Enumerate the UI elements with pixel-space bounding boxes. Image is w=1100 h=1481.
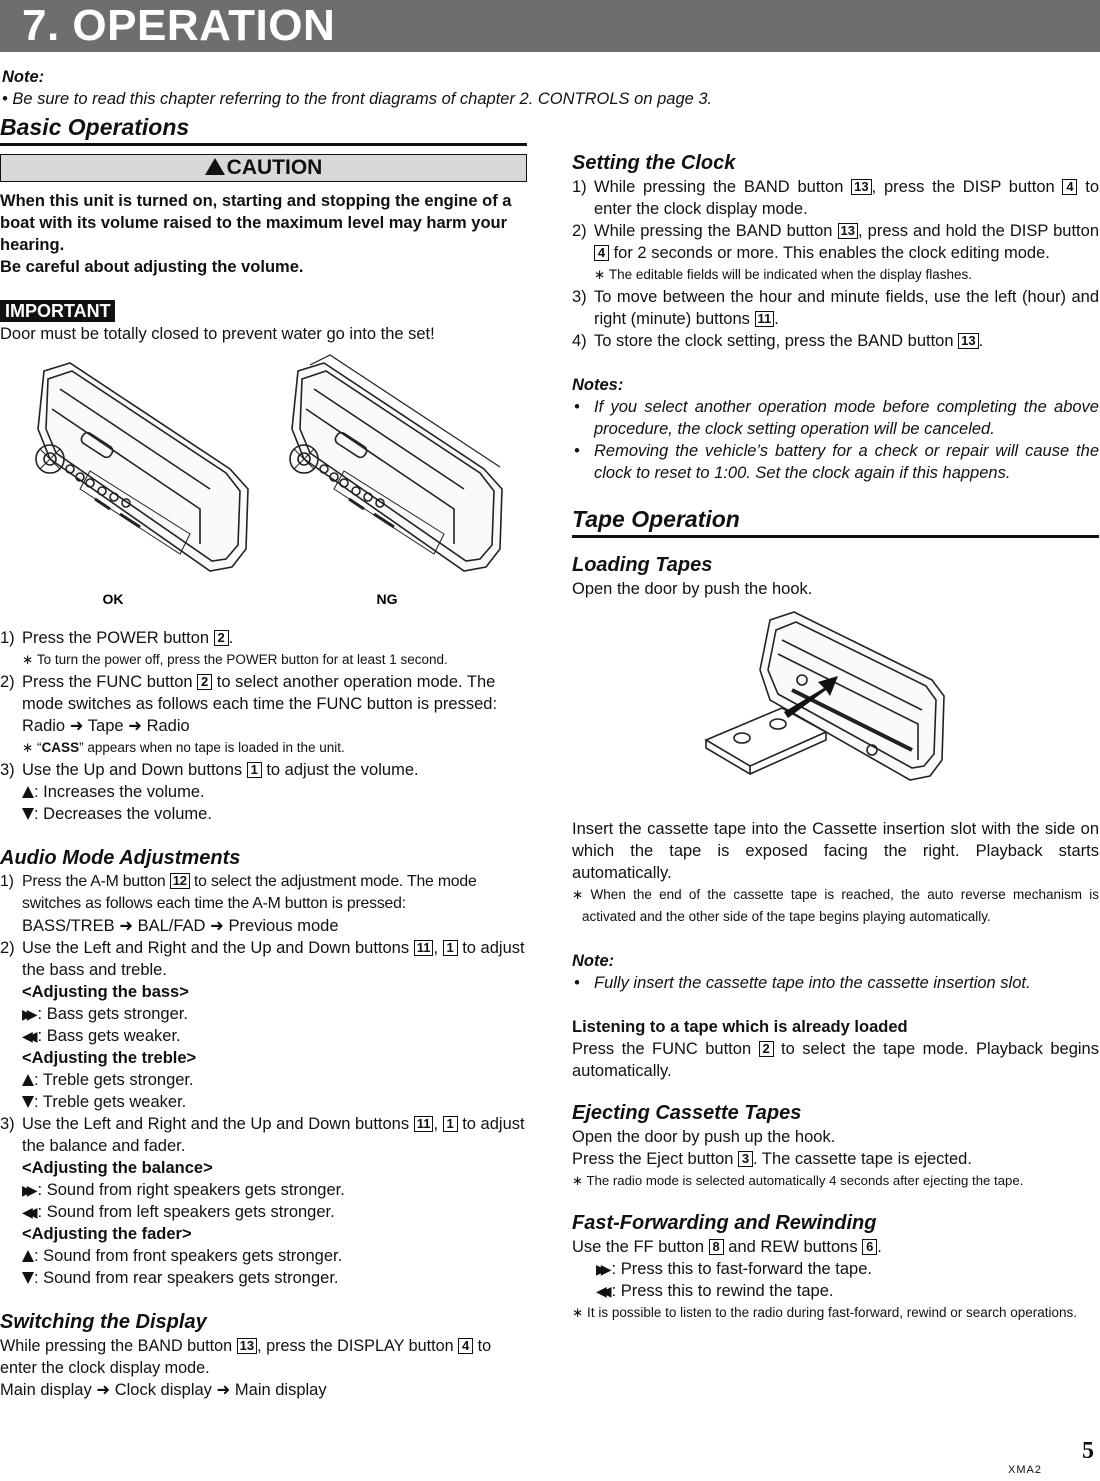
- am-sequence: BASS/TREB ➜ BAL/FAD ➜ Previous mode: [22, 917, 339, 935]
- step-text: to adjust the volume.: [266, 761, 419, 779]
- treble-up-text: : Treble gets stronger.: [34, 1071, 194, 1089]
- eject-text-part: . The cassette tape is ejected.: [753, 1150, 972, 1168]
- button-key: 3: [738, 1151, 753, 1167]
- important-label: IMPORTANT: [0, 300, 115, 322]
- tape-note: • Fully insert the cassette tape into the cassette insertion slot.: [574, 974, 1031, 992]
- basic-step-2-note: [0, 737, 527, 759]
- ok-label: OK: [102, 591, 124, 607]
- setting-clock-heading: Setting the Clock: [572, 152, 736, 174]
- note-text: If you select another operation mode before completing the above procedure, the clock setting operation will be canceled.: [594, 398, 1099, 438]
- step-text: To move between the hour and minute fields, use the left (hour) and right (minute) buttons: [594, 288, 1099, 328]
- down-arrow-icon: [22, 1096, 34, 1108]
- listen-text-part: Press the FUNC button: [572, 1040, 752, 1058]
- func-sequence: Radio ➜ Tape ➜ Radio: [22, 717, 190, 735]
- button-key: 2: [197, 674, 212, 690]
- up-arrow-icon: [22, 1074, 34, 1086]
- clock-notes-label: Notes:: [572, 376, 624, 394]
- basic-step-1-note: ∗ To turn the power off, press the POWER button for at least 1 second.: [22, 652, 448, 667]
- ejecting-heading: Ejecting Cassette Tapes: [572, 1102, 802, 1124]
- basic-step-2: 2) Press the FUNC button 2 to select another operation mode. The mode switches as follows each time the FUNC button is pressed:: [0, 673, 498, 713]
- step-text: , press and hold the DISP button: [858, 222, 1099, 240]
- note-text: Removing the vehicle’s battery for a check or repair will cause the clock to reset to 1:00. Set the clock again if this happens.: [594, 442, 1099, 482]
- button-key: 2: [214, 630, 229, 646]
- document-code: XMA2: [1008, 1464, 1042, 1476]
- audio-step-2: 2) Use the Left and Right and the Up and Down buttons 11 , 1 to adjust the bass and treble.: [0, 939, 525, 979]
- clock-note-1: • If you select another operation mode before completing the above procedure, the clock setting operation will be canceled.: [574, 398, 1099, 438]
- button-key: 2: [759, 1041, 774, 1057]
- clock-step-1: 1) While pressing the BAND button 13 , press the DISP button 4 to enter the clock display mode.: [572, 178, 1099, 218]
- treble-down-text: : Treble gets weaker.: [34, 1093, 187, 1111]
- forward-arrow-icon: ▶▶: [22, 1182, 32, 1198]
- button-key: 13: [237, 1338, 257, 1354]
- ff-text-part: and REW buttons: [728, 1238, 858, 1256]
- bass-up-text: : Bass gets stronger.: [37, 1005, 188, 1023]
- ff-rew-heading: Fast-Forwarding and Rewinding: [572, 1212, 877, 1234]
- fader-up-line: [0, 1245, 527, 1267]
- page-header: [0, 0, 1100, 52]
- down-arrow-icon: [22, 808, 34, 820]
- balance-right-text: : Sound from right speakers gets stronger.: [37, 1181, 345, 1199]
- page-number: 5: [1082, 1438, 1094, 1464]
- listen-text-part: to select the tape mode. Playback begins automatically.: [572, 1040, 1099, 1080]
- caution-banner: [0, 154, 527, 182]
- button-key: 4: [594, 245, 609, 261]
- radio-unit-ng-figure: [290, 355, 502, 571]
- loading-tapes-text: Open the door by push the hook.: [572, 580, 813, 598]
- note-text: ∗ “: [22, 740, 42, 755]
- rewind-arrow-icon: ◀◀: [22, 1204, 32, 1220]
- volume-up-line: [0, 781, 527, 803]
- balance-left-line: [0, 1201, 527, 1223]
- top-note-label: Note:: [2, 68, 45, 86]
- ff-rew-text: Use the FF button 8 and REW buttons 6 .: [572, 1238, 882, 1256]
- step-text: , press the DISP button: [871, 178, 1055, 196]
- button-key: 11: [414, 940, 434, 956]
- button-key: 1: [247, 762, 262, 778]
- button-key: 4: [1062, 179, 1077, 195]
- insert-note: ∗ When the end of the cassette tape is reached, the auto reverse mechanism is activated and the other side of the tape begins playing automatically.: [572, 887, 1099, 924]
- door-figures: [0, 349, 527, 609]
- step-text: to enter the clock display mode.: [594, 178, 1099, 218]
- button-key: 13: [838, 223, 858, 239]
- button-key: 4: [458, 1338, 473, 1354]
- forward-arrow-icon: ▶▶: [22, 1006, 32, 1022]
- display-text-part: While pressing the BAND button: [0, 1337, 233, 1355]
- step-text: While pressing the BAND button: [594, 178, 844, 196]
- top-note: [2, 66, 1092, 110]
- button-key: 13: [958, 333, 978, 349]
- step-text: to adjust the balance and fader.: [22, 1115, 525, 1155]
- button-key: 1: [443, 940, 458, 956]
- cass-word: CASS: [41, 740, 80, 755]
- caution-text: When this unit is turned on, starting and stopping the engine of a boat with its volume raised to the maximum level may harm your hearing.: [0, 192, 512, 254]
- audio-step-3: 3) Use the Left and Right and the Up and Down buttons 11 , 1 to adjust the balance and fader.: [0, 1115, 525, 1155]
- top-note-text: • Be sure to read this chapter referring to the front diagrams of chapter 2. CONTROLS on page 3.: [2, 90, 713, 108]
- treble-down-line: [0, 1091, 527, 1113]
- step-text: To store the clock setting, press the BAND button: [594, 332, 954, 350]
- eject-note: ∗ The radio mode is selected automatically 4 seconds after ejecting the tape.: [572, 1173, 1024, 1188]
- ff-note: ∗ It is possible to listen to the radio during fast-forward, rewind or search operations.: [572, 1305, 1078, 1320]
- clock-step-4: 4) To store the clock setting, press the BAND button 13 .: [572, 332, 984, 350]
- note-text: Fully insert the cassette tape into the cassette insertion slot.: [594, 974, 1031, 992]
- button-key: 13: [851, 179, 871, 195]
- eject-text-2: [572, 1148, 1099, 1170]
- step-text: While pressing the BAND button: [594, 222, 833, 240]
- step-text: to adjust the bass and treble.: [22, 939, 525, 979]
- audio-step-1: 1) Press the A-M button 12 to select the adjustment mode. The mode switches as follows each time the A-M button is pressed:: [0, 873, 477, 912]
- bass-up-line: [0, 1003, 527, 1025]
- clock-step-3: 3) To move between the hour and minute fields, use the left (hour) and right (minute) buttons 11 .: [572, 288, 1099, 328]
- right-column: [572, 150, 1099, 1324]
- tape-note-label: Note:: [572, 952, 615, 970]
- radio-door-illustration: [0, 349, 527, 609]
- step-text: Use the Left and Right and the Up and Down buttons: [22, 939, 410, 957]
- display-text: [0, 1335, 527, 1379]
- ng-label: NG: [376, 591, 398, 607]
- display-text-part: , press the DISPLAY button: [257, 1337, 454, 1355]
- balance-left-text: : Sound from left speakers gets stronger.: [37, 1203, 335, 1221]
- clock-step-2-note: ∗ The editable fields will be indicated when the display flashes.: [594, 267, 973, 282]
- loading-tapes-heading: Loading Tapes: [572, 554, 713, 576]
- treble-heading: <Adjusting the treble>: [22, 1049, 197, 1067]
- left-column: [0, 112, 527, 1401]
- volume-down-text: : Decreases the volume.: [34, 805, 212, 823]
- bass-heading: <Adjusting the bass>: [22, 983, 189, 1001]
- caution-label: CAUTION: [226, 156, 323, 179]
- up-arrow-icon: [22, 786, 34, 798]
- fader-down-line: [0, 1267, 527, 1289]
- rewind-arrow-icon: ◀◀: [22, 1028, 32, 1044]
- ff-line: [572, 1258, 1099, 1280]
- volume-up-text: : Increases the volume.: [34, 783, 205, 801]
- caution-text-2: Be careful about adjusting the volume.: [0, 258, 304, 276]
- up-arrow-icon: [22, 1250, 34, 1262]
- step-text: Use the Left and Right and the Up and Down buttons: [22, 1115, 410, 1133]
- basic-operations-heading: Basic Operations: [0, 112, 527, 146]
- fader-heading: <Adjusting the fader>: [22, 1225, 192, 1243]
- display-sequence: Main display ➜ Clock display ➜ Main display: [0, 1381, 327, 1399]
- listening-text: [572, 1038, 1099, 1082]
- switching-display-heading: Switching the Display: [0, 1311, 207, 1333]
- warning-icon: [205, 158, 225, 175]
- rewind-icon: ◀◀: [596, 1283, 606, 1299]
- eject-text-1: Open the door by push up the hook.: [572, 1128, 836, 1146]
- balance-right-line: [0, 1179, 527, 1201]
- volume-down-line: [0, 803, 527, 825]
- clock-note-2: • Removing the vehicle’s battery for a check or repair will cause the clock to reset to 1:00. Set the clock again if this happens.: [574, 442, 1099, 482]
- cassette-insertion-illustration: [572, 600, 1099, 806]
- cassette-figure: [572, 600, 1099, 806]
- step-text: Use the Up and Down buttons: [22, 761, 243, 779]
- step-text: to select the adjustment mode. The mode switches as follows each time the A-M button is pressed:: [22, 873, 477, 912]
- audio-mode-heading: Audio Mode Adjustments: [0, 847, 241, 869]
- insert-text: Insert the cassette tape into the Cassette insertion slot with the side on which the tape is exposed facing the right. Playback starts automatically.: [572, 820, 1099, 882]
- chapter-title: 7. OPERATION: [22, 1, 336, 50]
- button-key: 1: [443, 1116, 458, 1132]
- button-key: 8: [709, 1239, 724, 1255]
- bass-down-text: : Bass gets weaker.: [37, 1027, 181, 1045]
- rew-line: [572, 1280, 1099, 1302]
- fader-up-text: : Sound from front speakers gets stronger.: [34, 1247, 343, 1265]
- step-text: Press the FUNC button: [22, 673, 193, 691]
- basic-step-1: 1) Press the POWER button 2 .: [0, 629, 234, 647]
- button-key: 6: [862, 1239, 877, 1255]
- basic-step-3: 3) Use the Up and Down buttons 1 to adjust the volume.: [0, 761, 419, 779]
- radio-unit-ok-figure: [36, 363, 248, 571]
- balance-heading: <Adjusting the balance>: [22, 1159, 213, 1177]
- button-key: 11: [755, 311, 775, 327]
- bass-down-line: [0, 1025, 527, 1047]
- fader-down-text: : Sound from rear speakers gets stronger.: [34, 1269, 339, 1287]
- eject-text-part: Press the Eject button: [572, 1150, 734, 1168]
- clock-step-2: 2) While pressing the BAND button 13 , press and hold the DISP button 4 for 2 seconds or more. This enables the clock editing mode.: [572, 222, 1099, 262]
- rew-line-text: : Press this to rewind the tape.: [611, 1282, 834, 1300]
- step-text: to select another operation mode. The mode switches as follows each time the FUNC button is pressed:: [22, 673, 498, 713]
- button-key: 11: [414, 1116, 434, 1132]
- note-text: ” appears when no tape is loaded in the unit.: [79, 740, 345, 755]
- listening-heading: Listening to a tape which is already loaded: [572, 1018, 908, 1036]
- fast-forward-icon: ▶▶: [596, 1261, 606, 1277]
- ff-text-part: Use the FF button: [572, 1238, 705, 1256]
- step-text: Press the A-M button: [22, 873, 166, 890]
- display-text-part: to enter the clock display mode.: [0, 1337, 492, 1377]
- ff-line-text: : Press this to fast-forward the tape.: [611, 1260, 872, 1278]
- button-key: 12: [170, 873, 190, 889]
- down-arrow-icon: [22, 1272, 34, 1284]
- tape-operation-heading: Tape Operation: [572, 504, 1099, 538]
- treble-up-line: [0, 1069, 527, 1091]
- step-text: Press the POWER button: [22, 629, 210, 647]
- step-text: for 2 seconds or more. This enables the clock editing mode.: [613, 244, 1050, 262]
- important-text: Door must be totally closed to prevent water go into the set!: [0, 325, 435, 343]
